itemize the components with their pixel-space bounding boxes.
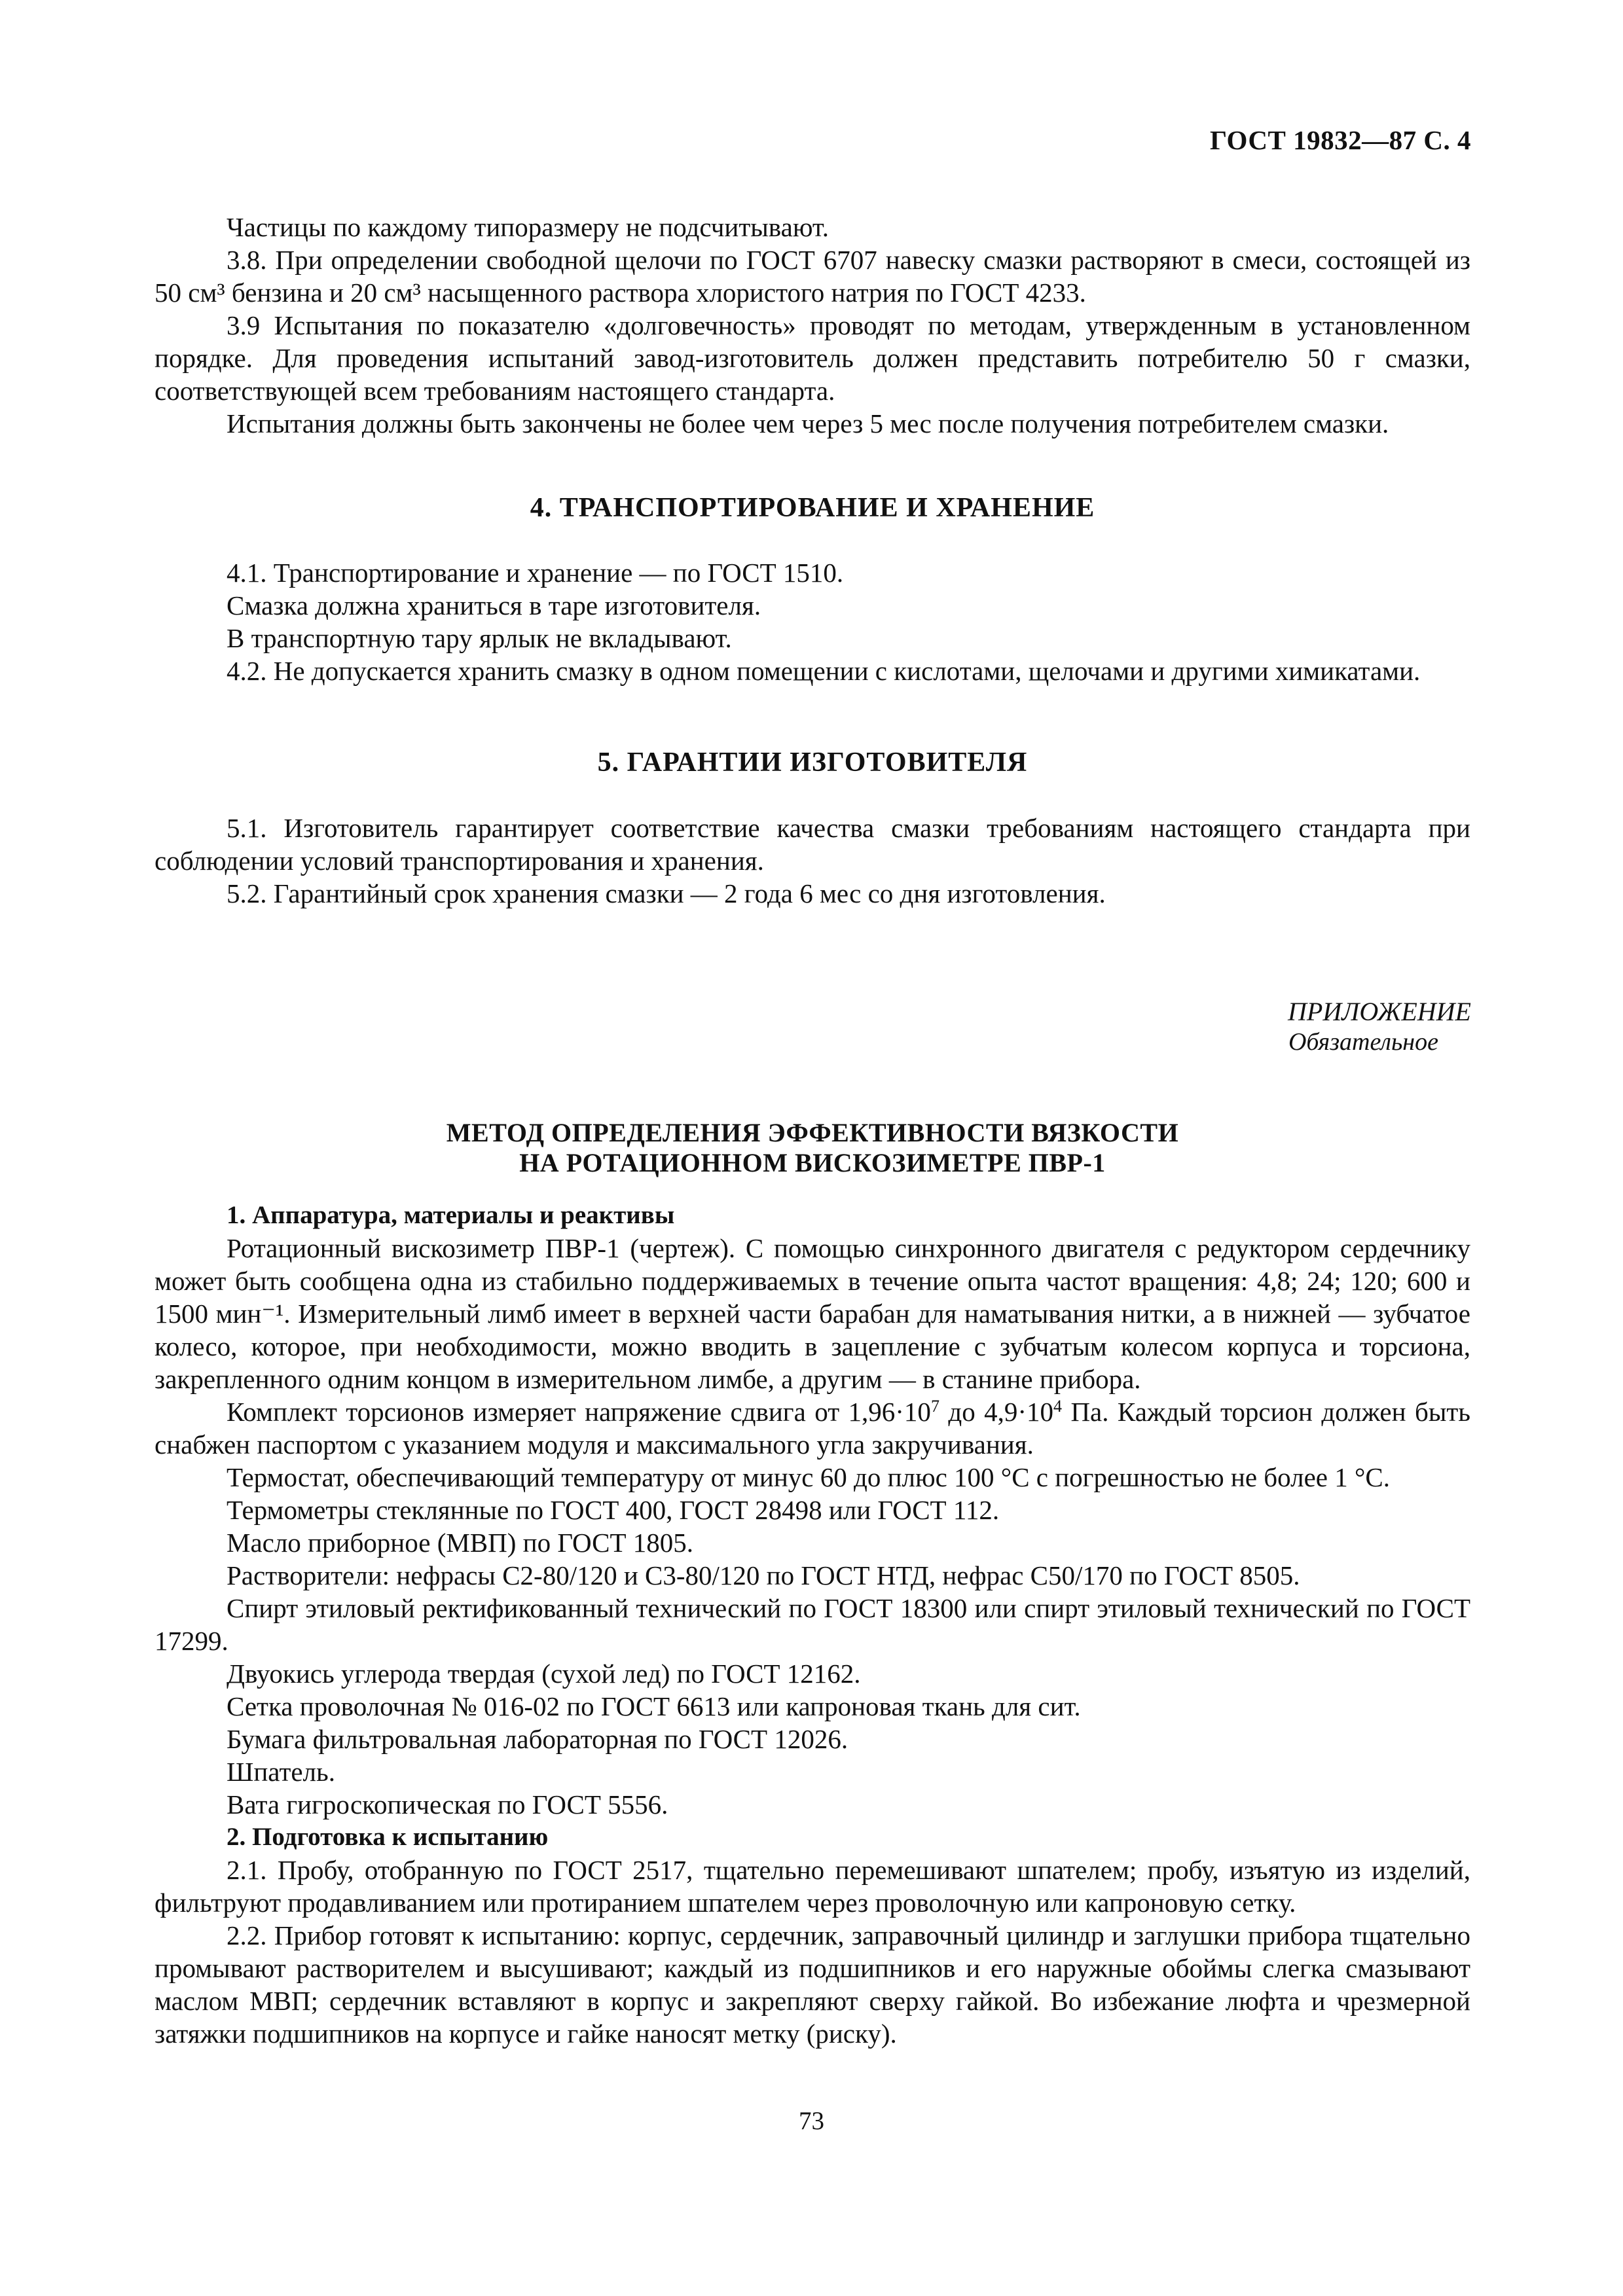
list-item: Спирт этиловый ректификованный технический по ГОСТ 18300 или спирт этиловый технический по ГОСТ 17299.	[155, 1593, 1470, 1656]
appendix-label: ПРИЛОЖЕНИЕ	[1288, 997, 1471, 1026]
appendix-body	[155, 1199, 1470, 2050]
list-item: Вата гигроскопическая по ГОСТ 5556.	[227, 1789, 668, 1820]
list-item: Термостат, обеспечивающий температуру от минус 60 до плюс 100 °С с погрешностью не более 1 °С.	[227, 1462, 1390, 1492]
paragraph: 3.9 Испытания по показателю «долговечность» проводят по методам, утвержденным в установленном порядке. Для проведения испытаний завод-изготовитель должен представить потребителю 50 г смазки, соответствующей всем требованиям настоящего стандарта.	[155, 310, 1470, 406]
appendix-title-line: НА РОТАЦИОННОМ ВИСКОЗИМЕТРЕ ПВР-1	[519, 1148, 1106, 1177]
list-item: Бумага фильтровальная лабораторная по ГОСТ 12026.	[227, 1724, 848, 1754]
list-item: Двуокись углерода твердая (сухой лед) по ГОСТ 12162.	[227, 1659, 861, 1689]
part2-heading: 2. Подготовка к испытанию	[227, 1823, 549, 1851]
list-item: Шпатель.	[227, 1757, 335, 1787]
paragraph: 5.2. Гарантийный срок хранения смазки — 2 года 6 мес со дня изготовления.	[227, 878, 1106, 908]
paragraph: Смазка должна храниться в таре изготовителя.	[227, 590, 761, 620]
appendix-title	[155, 1118, 1470, 1178]
section5-title: 5. ГАРАНТИИ ИЗГОТОВИТЕЛЯ	[597, 747, 1028, 778]
section4-title: 4. ТРАНСПОРТИРОВАНИЕ И ХРАНЕНИЕ	[530, 493, 1095, 523]
list-item: Термометры стеклянные по ГОСТ 400, ГОСТ 28498 или ГОСТ 112.	[227, 1495, 1000, 1525]
section5-body	[155, 812, 1470, 910]
paragraph: 2.1. Пробу, отобранную по ГОСТ 2517, тщательно перемешивают шпателем; пробу, изъятую из изделий, фильтруют продавливанием или протиранием шпателем через проволочную или капроновую сетку.	[155, 1855, 1470, 1918]
paragraph: 5.1. Изготовитель гарантирует соответствие качества смазки требованиям настоящего стандарта при соблюдении условий транспортирования и хранения.	[155, 813, 1470, 876]
paragraph: 3.8. При определении свободной щелочи по ГОСТ 6707 навеску смазки растворяют в смеси, состоящей из 50 см³ бензина и 20 см³ насыщенного раствора хлористого натрия по ГОСТ 4233.	[155, 245, 1470, 308]
section4-body	[155, 556, 1470, 687]
paragraph: 4.1. Транспортирование и хранение — по ГОСТ 1510.	[227, 558, 844, 588]
appendix-status: Обязательное	[1288, 1028, 1438, 1056]
list-item: Сетка проволочная № 016-02 по ГОСТ 6613 или капроновая ткань для сит.	[227, 1691, 1081, 1721]
exponent: 7	[930, 1397, 939, 1416]
page-number: 73	[799, 2107, 824, 2135]
paragraph: Частицы по каждому типоразмеру не подсчитывают.	[227, 212, 829, 242]
paragraph: 4.2. Не допускается хранить смазку в одном помещении с кислотами, щелочами и другими химикатами.	[227, 656, 1421, 686]
text-run: до 4,9·10	[939, 1397, 1054, 1427]
paragraph: Испытания должны быть закончены не более чем через 5 мес после получения потребителем смазки.	[227, 408, 1389, 439]
text-run: Комплект торсионов измеряет напряжение сдвига от 1,96·10	[227, 1397, 931, 1427]
page-header: ГОСТ 19832—87 С. 4	[1209, 125, 1471, 155]
list-item: Растворители: нефрасы С2-80/120 и С3-80/120 по ГОСТ НТД, нефрас С50/170 по ГОСТ 8505.	[227, 1560, 1300, 1590]
paragraph	[155, 1395, 1470, 1461]
paragraph: В транспортную тару ярлык не вкладывают.	[227, 623, 732, 653]
appendix-title-line: МЕТОД ОПРЕДЕЛЕНИЯ ЭФФЕКТИВНОСТИ ВЯЗКОСТИ	[446, 1118, 1179, 1147]
paragraph: 2.2. Прибор готовят к испытанию: корпус, сердечник, заправочный цилиндр и заглушки прибора тщательно промывают растворителем и высушивают; каждый из подшипников и его наружные обоймы слегка смазывают маслом МВП; сердечник вставляют в корпус и закрепляют сверху гайкой. Во избежание люфта и чрезмерной затяжки подшипников на корпусе и гайке наносят метку (риску).	[155, 1920, 1470, 2049]
list-item: Масло приборное (МВП) по ГОСТ 1805.	[227, 1528, 694, 1558]
exponent: 4	[1053, 1397, 1063, 1416]
section3-continuation	[155, 211, 1470, 440]
part1-heading: 1. Аппаратура, материалы и реактивы	[227, 1201, 675, 1229]
text-run: Па. Каждый торсион должен быть снабжен паспортом с указанием модуля и максимального угла закручивания.	[155, 1397, 1470, 1460]
paragraph: Ротационный вискозиметр ПВР-1 (чертеж). С помощью синхронного двигателя с редуктором сердечнику может быть сообщена одна из стабильно поддерживаемых в течение опыта частот вращения: 4,8; 24; 120; 600 и 1500 мин⁻¹. Измерительный лимб имеет в верхней части барабан для наматывания нитки, а в нижней — зубчатое колесо, которое, при необходимости, можно вводить в зацепление с зубчатым колесом корпуса и торсиона, закрепленного одним концом в измерительном лимбе, а другим — в станине прибора.	[155, 1233, 1470, 1394]
